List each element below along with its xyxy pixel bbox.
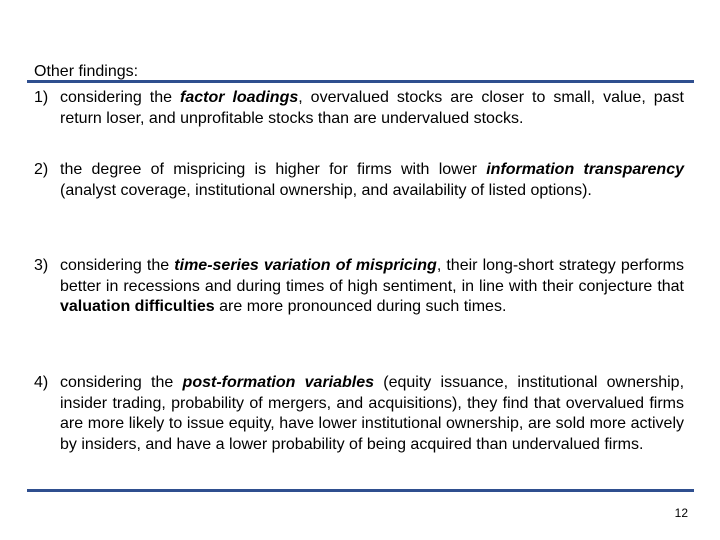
text-segment: considering the <box>60 89 181 106</box>
bottom-divider <box>27 489 694 492</box>
heading: Other findings: <box>34 63 139 80</box>
item-number: 1) <box>34 89 49 106</box>
text-segment: (equity issuance, institutional ownership, insider trading, probability of mergers, and acquisitions), they find that overvalued firms are more likely to issue equity, have lower institutional ownership, are sold more actively by insiders, and have a lower probability of being acquired than undervalued firms. <box>60 374 685 453</box>
page-number: 12 <box>674 506 688 520</box>
item-text <box>60 160 684 201</box>
item-number: 2) <box>34 161 49 178</box>
top-divider <box>27 80 694 83</box>
bold-term: valuation difficulties <box>60 298 215 315</box>
item-number: 4) <box>34 374 49 391</box>
item-number: 3) <box>34 257 49 274</box>
finding-item-2 <box>34 160 684 201</box>
item-text <box>60 373 684 455</box>
text-segment: the degree of mispricing is higher for firms with lower <box>60 161 487 178</box>
text-segment: , their long-short strategy performs better in recessions and during times of high sentiment, in line with their conjecture that <box>60 257 684 295</box>
finding-item-3 <box>34 256 684 318</box>
text-segment: considering the <box>60 374 183 391</box>
text-segment: considering the <box>60 257 175 274</box>
text-segment: (analyst coverage, institutional ownership, and availability of listed options). <box>60 181 592 199</box>
finding-item-4 <box>34 373 684 455</box>
emphasis-term: factor loadings <box>180 89 299 106</box>
emphasis-term: time-series variation of mispricing <box>174 257 437 274</box>
finding-item-1 <box>34 88 684 129</box>
text-segment: , overvalued stocks are closer to small, value, past return loser, and unprofitable stocks than are undervalued stocks. <box>60 89 684 127</box>
emphasis-term: post-formation variables <box>182 374 375 391</box>
item-text <box>60 256 684 318</box>
item-text <box>60 88 684 129</box>
emphasis-term: information transparency <box>486 161 684 178</box>
text-segment: are more pronounced during such times. <box>214 298 507 315</box>
